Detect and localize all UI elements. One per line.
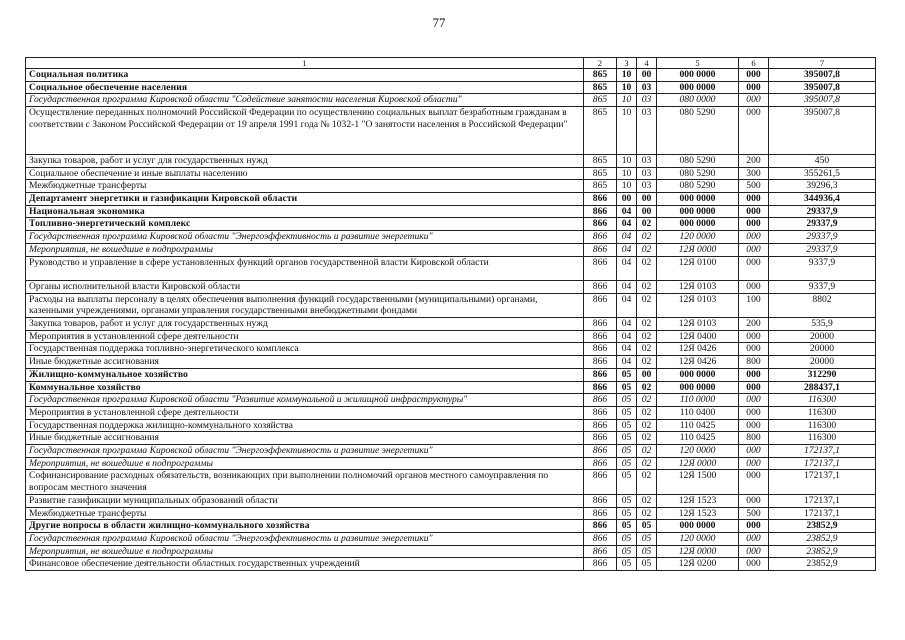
row-code-3: 05 — [617, 532, 637, 545]
row-code-2: 865 — [584, 180, 617, 193]
table-row — [26, 280, 876, 293]
table-row — [26, 94, 876, 107]
row-name: Иные бюджетные ассигнования — [26, 356, 584, 369]
row-code-2: 866 — [584, 280, 617, 293]
row-name: Мероприятия, не вошедшие в подпрограммы — [26, 243, 584, 256]
row-code-5: 110 0425 — [657, 419, 739, 432]
table-row — [26, 218, 876, 231]
table-row — [26, 406, 876, 419]
row-code-4: 03 — [637, 81, 657, 94]
table-row — [26, 558, 876, 571]
row-code-2: 866 — [584, 318, 617, 331]
row-code-2: 866 — [584, 205, 617, 218]
row-name: Жилищно-коммунальное хозяйство — [26, 368, 584, 381]
row-code-5: 000 0000 — [657, 218, 739, 231]
row-code-5: 120 0000 — [657, 445, 739, 458]
row-code-2: 865 — [584, 107, 617, 155]
row-name: Государственная программа Кировской области "Энергоэффективность и развитие энергетики" — [26, 445, 584, 458]
row-code-4: 02 — [637, 356, 657, 369]
column-header-row — [26, 58, 876, 69]
table-row — [26, 545, 876, 558]
table-row — [26, 532, 876, 545]
row-code-3: 10 — [617, 180, 637, 193]
row-amount: 116300 — [769, 394, 876, 407]
row-code-5: 000 0000 — [657, 193, 739, 206]
row-code-6: 000 — [739, 218, 769, 231]
row-code-5: 12Я 0426 — [657, 356, 739, 369]
row-code-3: 05 — [617, 507, 637, 520]
row-code-4: 02 — [637, 343, 657, 356]
row-code-2: 866 — [584, 368, 617, 381]
row-name: Органы исполнительной власти Кировской области — [26, 280, 584, 293]
row-amount: 535,9 — [769, 318, 876, 331]
row-name: Закупка товаров, работ и услуг для государственных нужд — [26, 318, 584, 331]
row-amount: 9337,9 — [769, 256, 876, 280]
row-amount: 23852,9 — [769, 520, 876, 533]
row-code-4: 02 — [637, 381, 657, 394]
row-code-5: 000 0000 — [657, 81, 739, 94]
row-code-6: 000 — [739, 368, 769, 381]
row-code-2: 866 — [584, 558, 617, 571]
row-code-2: 865 — [584, 167, 617, 180]
row-code-5: 080 5290 — [657, 167, 739, 180]
row-code-5: 000 0000 — [657, 69, 739, 82]
row-code-2: 865 — [584, 154, 617, 167]
row-code-5: 12Я 0100 — [657, 256, 739, 280]
row-code-6: 000 — [739, 470, 769, 494]
row-code-6: 200 — [739, 318, 769, 331]
row-code-6: 800 — [739, 432, 769, 445]
column-header: 7 — [769, 58, 876, 69]
row-code-5: 12Я 1523 — [657, 494, 739, 507]
table-row — [26, 330, 876, 343]
row-code-2: 866 — [584, 193, 617, 206]
row-code-5: 12Я 0000 — [657, 545, 739, 558]
row-code-4: 02 — [637, 432, 657, 445]
row-amount: 395007,8 — [769, 69, 876, 82]
row-code-2: 866 — [584, 520, 617, 533]
table-row — [26, 381, 876, 394]
row-name: Межбюджетные трансферты — [26, 507, 584, 520]
row-code-2: 866 — [584, 494, 617, 507]
row-code-5: 000 0000 — [657, 520, 739, 533]
row-code-4: 00 — [637, 69, 657, 82]
row-code-4: 02 — [637, 243, 657, 256]
row-name: Государственная программа Кировской области "Энергоэффективность и развитие энергетики" — [26, 532, 584, 545]
row-name: Развитие газификации муниципальных образований области — [26, 494, 584, 507]
row-code-6: 000 — [739, 94, 769, 107]
row-code-4: 02 — [637, 494, 657, 507]
row-amount: 344936,4 — [769, 193, 876, 206]
row-name: Социальное обеспечение населения — [26, 81, 584, 94]
row-code-6: 000 — [739, 381, 769, 394]
row-code-5: 12Я 0400 — [657, 330, 739, 343]
row-code-5: 080 5290 — [657, 107, 739, 155]
row-amount: 312290 — [769, 368, 876, 381]
row-code-5: 120 0000 — [657, 532, 739, 545]
row-code-3: 05 — [617, 445, 637, 458]
row-code-2: 865 — [584, 81, 617, 94]
row-name: Национальная экономика — [26, 205, 584, 218]
row-code-5: 110 0425 — [657, 432, 739, 445]
row-code-5: 12Я 0000 — [657, 243, 739, 256]
row-code-6: 100 — [739, 293, 769, 317]
row-amount: 23852,9 — [769, 545, 876, 558]
row-amount: 172137,1 — [769, 457, 876, 470]
row-code-6: 000 — [739, 193, 769, 206]
row-code-3: 10 — [617, 167, 637, 180]
row-name: Государственная поддержка топливно-энергетического комплекса — [26, 343, 584, 356]
row-code-6: 000 — [739, 558, 769, 571]
row-code-6: 000 — [739, 494, 769, 507]
row-name: Иные бюджетные ассигнования — [26, 432, 584, 445]
row-amount: 395007,8 — [769, 81, 876, 94]
row-code-4: 03 — [637, 94, 657, 107]
row-code-2: 866 — [584, 432, 617, 445]
column-header: 3 — [617, 58, 637, 69]
row-code-6: 000 — [739, 457, 769, 470]
row-code-2: 866 — [584, 330, 617, 343]
table-row — [26, 457, 876, 470]
row-code-4: 05 — [637, 520, 657, 533]
row-code-3: 04 — [617, 256, 637, 280]
row-code-2: 866 — [584, 507, 617, 520]
row-code-4: 00 — [637, 193, 657, 206]
row-code-3: 04 — [617, 218, 637, 231]
row-name: Финансовое обеспечение деятельности областных государственных учреждений — [26, 558, 584, 571]
table-row — [26, 445, 876, 458]
row-code-6: 000 — [739, 520, 769, 533]
row-code-3: 05 — [617, 394, 637, 407]
row-amount: 116300 — [769, 432, 876, 445]
table-row — [26, 167, 876, 180]
row-code-3: 05 — [617, 494, 637, 507]
row-code-3: 05 — [617, 368, 637, 381]
row-code-2: 866 — [584, 394, 617, 407]
row-code-5: 080 5290 — [657, 154, 739, 167]
row-code-6: 000 — [739, 243, 769, 256]
row-code-5: 12Я 1523 — [657, 507, 739, 520]
row-amount: 29337,9 — [769, 243, 876, 256]
row-name: Мероприятия, не вошедшие в подпрограммы — [26, 545, 584, 558]
row-name: Межбюджетные трансферты — [26, 180, 584, 193]
row-name: Руководство и управление в сфере установленных функций органов государственной власти Кировской области — [26, 256, 584, 280]
row-name: Государственная программа Кировской области "Энергоэффективность и развитие энергетики" — [26, 231, 584, 244]
row-code-6: 300 — [739, 167, 769, 180]
row-code-4: 02 — [637, 394, 657, 407]
row-code-2: 866 — [584, 545, 617, 558]
row-code-5: 12Я 0103 — [657, 293, 739, 317]
row-amount: 450 — [769, 154, 876, 167]
row-code-2: 866 — [584, 419, 617, 432]
table-row — [26, 154, 876, 167]
row-code-2: 866 — [584, 343, 617, 356]
row-name: Социальная политика — [26, 69, 584, 82]
table-row — [26, 494, 876, 507]
row-code-5: 12Я 1500 — [657, 470, 739, 494]
row-code-5: 12Я 0200 — [657, 558, 739, 571]
row-code-4: 03 — [637, 167, 657, 180]
budget-table — [25, 57, 876, 571]
row-code-2: 866 — [584, 243, 617, 256]
row-name: Мероприятия, не вошедшие в подпрограммы — [26, 457, 584, 470]
row-code-6: 800 — [739, 356, 769, 369]
row-code-6: 500 — [739, 180, 769, 193]
table-body — [26, 58, 876, 571]
table-row — [26, 520, 876, 533]
row-code-3: 10 — [617, 94, 637, 107]
table-row — [26, 394, 876, 407]
table-row — [26, 293, 876, 317]
row-amount: 116300 — [769, 419, 876, 432]
row-code-2: 865 — [584, 69, 617, 82]
row-code-3: 05 — [617, 520, 637, 533]
row-code-2: 865 — [584, 94, 617, 107]
row-code-3: 05 — [617, 419, 637, 432]
row-code-6: 000 — [739, 107, 769, 155]
row-code-4: 05 — [637, 532, 657, 545]
row-code-4: 02 — [637, 419, 657, 432]
row-code-5: 12Я 0000 — [657, 457, 739, 470]
row-code-2: 866 — [584, 532, 617, 545]
row-amount: 172137,1 — [769, 494, 876, 507]
row-code-3: 04 — [617, 330, 637, 343]
row-code-4: 02 — [637, 470, 657, 494]
row-code-4: 02 — [637, 507, 657, 520]
row-code-3: 05 — [617, 432, 637, 445]
row-name: Другие вопросы в области жилищно-коммунального хозяйства — [26, 520, 584, 533]
row-amount: 29337,9 — [769, 205, 876, 218]
row-code-2: 866 — [584, 218, 617, 231]
row-code-4: 02 — [637, 293, 657, 317]
row-name: Расходы на выплаты персоналу в целях обеспечения выполнения функций государственными (муниципальными) органами, казенными учреждениями, органами управления государственными внебюджетными фондами — [26, 293, 584, 317]
row-code-6: 000 — [739, 231, 769, 244]
table-row — [26, 256, 876, 280]
row-code-6: 000 — [739, 81, 769, 94]
row-code-2: 866 — [584, 445, 617, 458]
table-row — [26, 356, 876, 369]
row-code-4: 00 — [637, 205, 657, 218]
row-code-6: 000 — [739, 343, 769, 356]
row-code-5: 000 0000 — [657, 205, 739, 218]
table-row — [26, 419, 876, 432]
row-name: Топливно-энергетический комплекс — [26, 218, 584, 231]
row-code-6: 000 — [739, 280, 769, 293]
row-code-3: 10 — [617, 154, 637, 167]
row-code-6: 000 — [739, 445, 769, 458]
table-row — [26, 193, 876, 206]
row-amount: 29337,9 — [769, 218, 876, 231]
row-amount: 29337,9 — [769, 231, 876, 244]
row-code-4: 02 — [637, 330, 657, 343]
row-code-4: 02 — [637, 256, 657, 280]
column-header: 2 — [584, 58, 617, 69]
row-code-2: 866 — [584, 293, 617, 317]
row-code-3: 05 — [617, 558, 637, 571]
row-code-6: 000 — [739, 330, 769, 343]
row-amount: 172137,1 — [769, 507, 876, 520]
row-code-3: 04 — [617, 343, 637, 356]
row-code-3: 00 — [617, 193, 637, 206]
table-row — [26, 205, 876, 218]
row-code-6: 000 — [739, 532, 769, 545]
row-amount: 20000 — [769, 343, 876, 356]
row-amount: 172137,1 — [769, 445, 876, 458]
table-row — [26, 368, 876, 381]
row-amount: 355261,5 — [769, 167, 876, 180]
row-name: Департамент энергетики и газификации Кировской области — [26, 193, 584, 206]
row-code-3: 05 — [617, 545, 637, 558]
table-row — [26, 107, 876, 155]
row-code-4: 02 — [637, 318, 657, 331]
row-name: Мероприятия в установленной сфере деятельности — [26, 406, 584, 419]
row-amount: 23852,9 — [769, 558, 876, 571]
row-amount: 395007,8 — [769, 94, 876, 107]
row-code-3: 05 — [617, 381, 637, 394]
row-code-4: 02 — [637, 445, 657, 458]
row-name: Мероприятия в установленной сфере деятельности — [26, 330, 584, 343]
row-code-5: 12Я 0103 — [657, 318, 739, 331]
page-number: 77 — [432, 15, 446, 30]
row-code-5: 000 0000 — [657, 381, 739, 394]
row-code-3: 05 — [617, 406, 637, 419]
row-code-5: 110 0000 — [657, 394, 739, 407]
row-code-4: 03 — [637, 154, 657, 167]
table-row — [26, 231, 876, 244]
table-row — [26, 507, 876, 520]
row-code-3: 04 — [617, 293, 637, 317]
row-code-3: 10 — [617, 107, 637, 155]
row-code-6: 000 — [739, 69, 769, 82]
row-code-6: 000 — [739, 419, 769, 432]
row-code-5: 000 0000 — [657, 368, 739, 381]
row-code-5: 12Я 0426 — [657, 343, 739, 356]
row-code-5: 080 5290 — [657, 180, 739, 193]
table-row — [26, 81, 876, 94]
row-amount: 395007,8 — [769, 107, 876, 155]
row-amount: 23852,9 — [769, 532, 876, 545]
row-code-4: 03 — [637, 180, 657, 193]
row-name: Государственная программа Кировской области "Содействие занятости населения Кировской области" — [26, 94, 584, 107]
row-amount: 20000 — [769, 330, 876, 343]
row-name: Софинансирование расходных обязательств, возникающих при выполнении полномочий органов местного самоуправления по вопросам местного значения — [26, 470, 584, 494]
row-amount: 39296,3 — [769, 180, 876, 193]
row-amount: 288437,1 — [769, 381, 876, 394]
row-amount: 9337,9 — [769, 280, 876, 293]
row-code-4: 02 — [637, 218, 657, 231]
row-code-5: 120 0000 — [657, 231, 739, 244]
row-code-4: 00 — [637, 368, 657, 381]
row-code-3: 10 — [617, 81, 637, 94]
row-amount: 172137,1 — [769, 470, 876, 494]
row-code-6: 000 — [739, 256, 769, 280]
row-code-2: 866 — [584, 381, 617, 394]
row-code-4: 03 — [637, 107, 657, 155]
row-code-6: 000 — [739, 205, 769, 218]
row-code-4: 02 — [637, 231, 657, 244]
row-code-6: 000 — [739, 394, 769, 407]
row-code-5: 110 0400 — [657, 406, 739, 419]
row-code-2: 866 — [584, 256, 617, 280]
row-name: Государственная программа Кировской области "Развитие коммунальной и жилищной инфраструктуры" — [26, 394, 584, 407]
row-amount: 116300 — [769, 406, 876, 419]
row-code-4: 02 — [637, 406, 657, 419]
row-code-3: 04 — [617, 280, 637, 293]
row-code-3: 05 — [617, 470, 637, 494]
row-code-3: 04 — [617, 356, 637, 369]
row-code-4: 05 — [637, 558, 657, 571]
row-name: Государственная поддержка жилищно-коммунального хозяйства — [26, 419, 584, 432]
column-header: 6 — [739, 58, 769, 69]
column-header: 4 — [637, 58, 657, 69]
row-code-3: 04 — [617, 231, 637, 244]
row-code-5: 12Я 0103 — [657, 280, 739, 293]
column-header: 5 — [657, 58, 739, 69]
row-code-3: 04 — [617, 318, 637, 331]
row-amount: 8802 — [769, 293, 876, 317]
row-code-2: 866 — [584, 231, 617, 244]
row-code-3: 04 — [617, 243, 637, 256]
row-code-3: 05 — [617, 457, 637, 470]
table-row — [26, 432, 876, 445]
table-row — [26, 243, 876, 256]
column-header: 1 — [26, 58, 584, 69]
table-row — [26, 69, 876, 82]
row-code-6: 000 — [739, 545, 769, 558]
table-row — [26, 318, 876, 331]
row-code-4: 02 — [637, 280, 657, 293]
row-code-2: 866 — [584, 356, 617, 369]
row-code-2: 866 — [584, 457, 617, 470]
table-row — [26, 343, 876, 356]
row-code-4: 05 — [637, 545, 657, 558]
row-code-5: 080 0000 — [657, 94, 739, 107]
row-name: Осуществление переданных полномочий Российской Федерации по осуществлению социальных выплат безработным гражданам в соответствии с Законом Российской Федерации от 19 апреля 1991 года № 1032-1 "О занятости населения в Российской Федерации" — [26, 107, 584, 155]
row-code-3: 04 — [617, 205, 637, 218]
row-code-6: 500 — [739, 507, 769, 520]
row-code-6: 200 — [739, 154, 769, 167]
row-code-3: 10 — [617, 69, 637, 82]
row-code-2: 866 — [584, 470, 617, 494]
table-row — [26, 470, 876, 494]
row-name: Социальное обеспечение и иные выплаты населению — [26, 167, 584, 180]
row-name: Закупка товаров, работ и услуг для государственных нужд — [26, 154, 584, 167]
row-code-2: 866 — [584, 406, 617, 419]
row-code-4: 02 — [637, 457, 657, 470]
row-code-6: 000 — [739, 406, 769, 419]
table-row — [26, 180, 876, 193]
row-name: Коммунальное хозяйство — [26, 381, 584, 394]
row-amount: 20000 — [769, 356, 876, 369]
